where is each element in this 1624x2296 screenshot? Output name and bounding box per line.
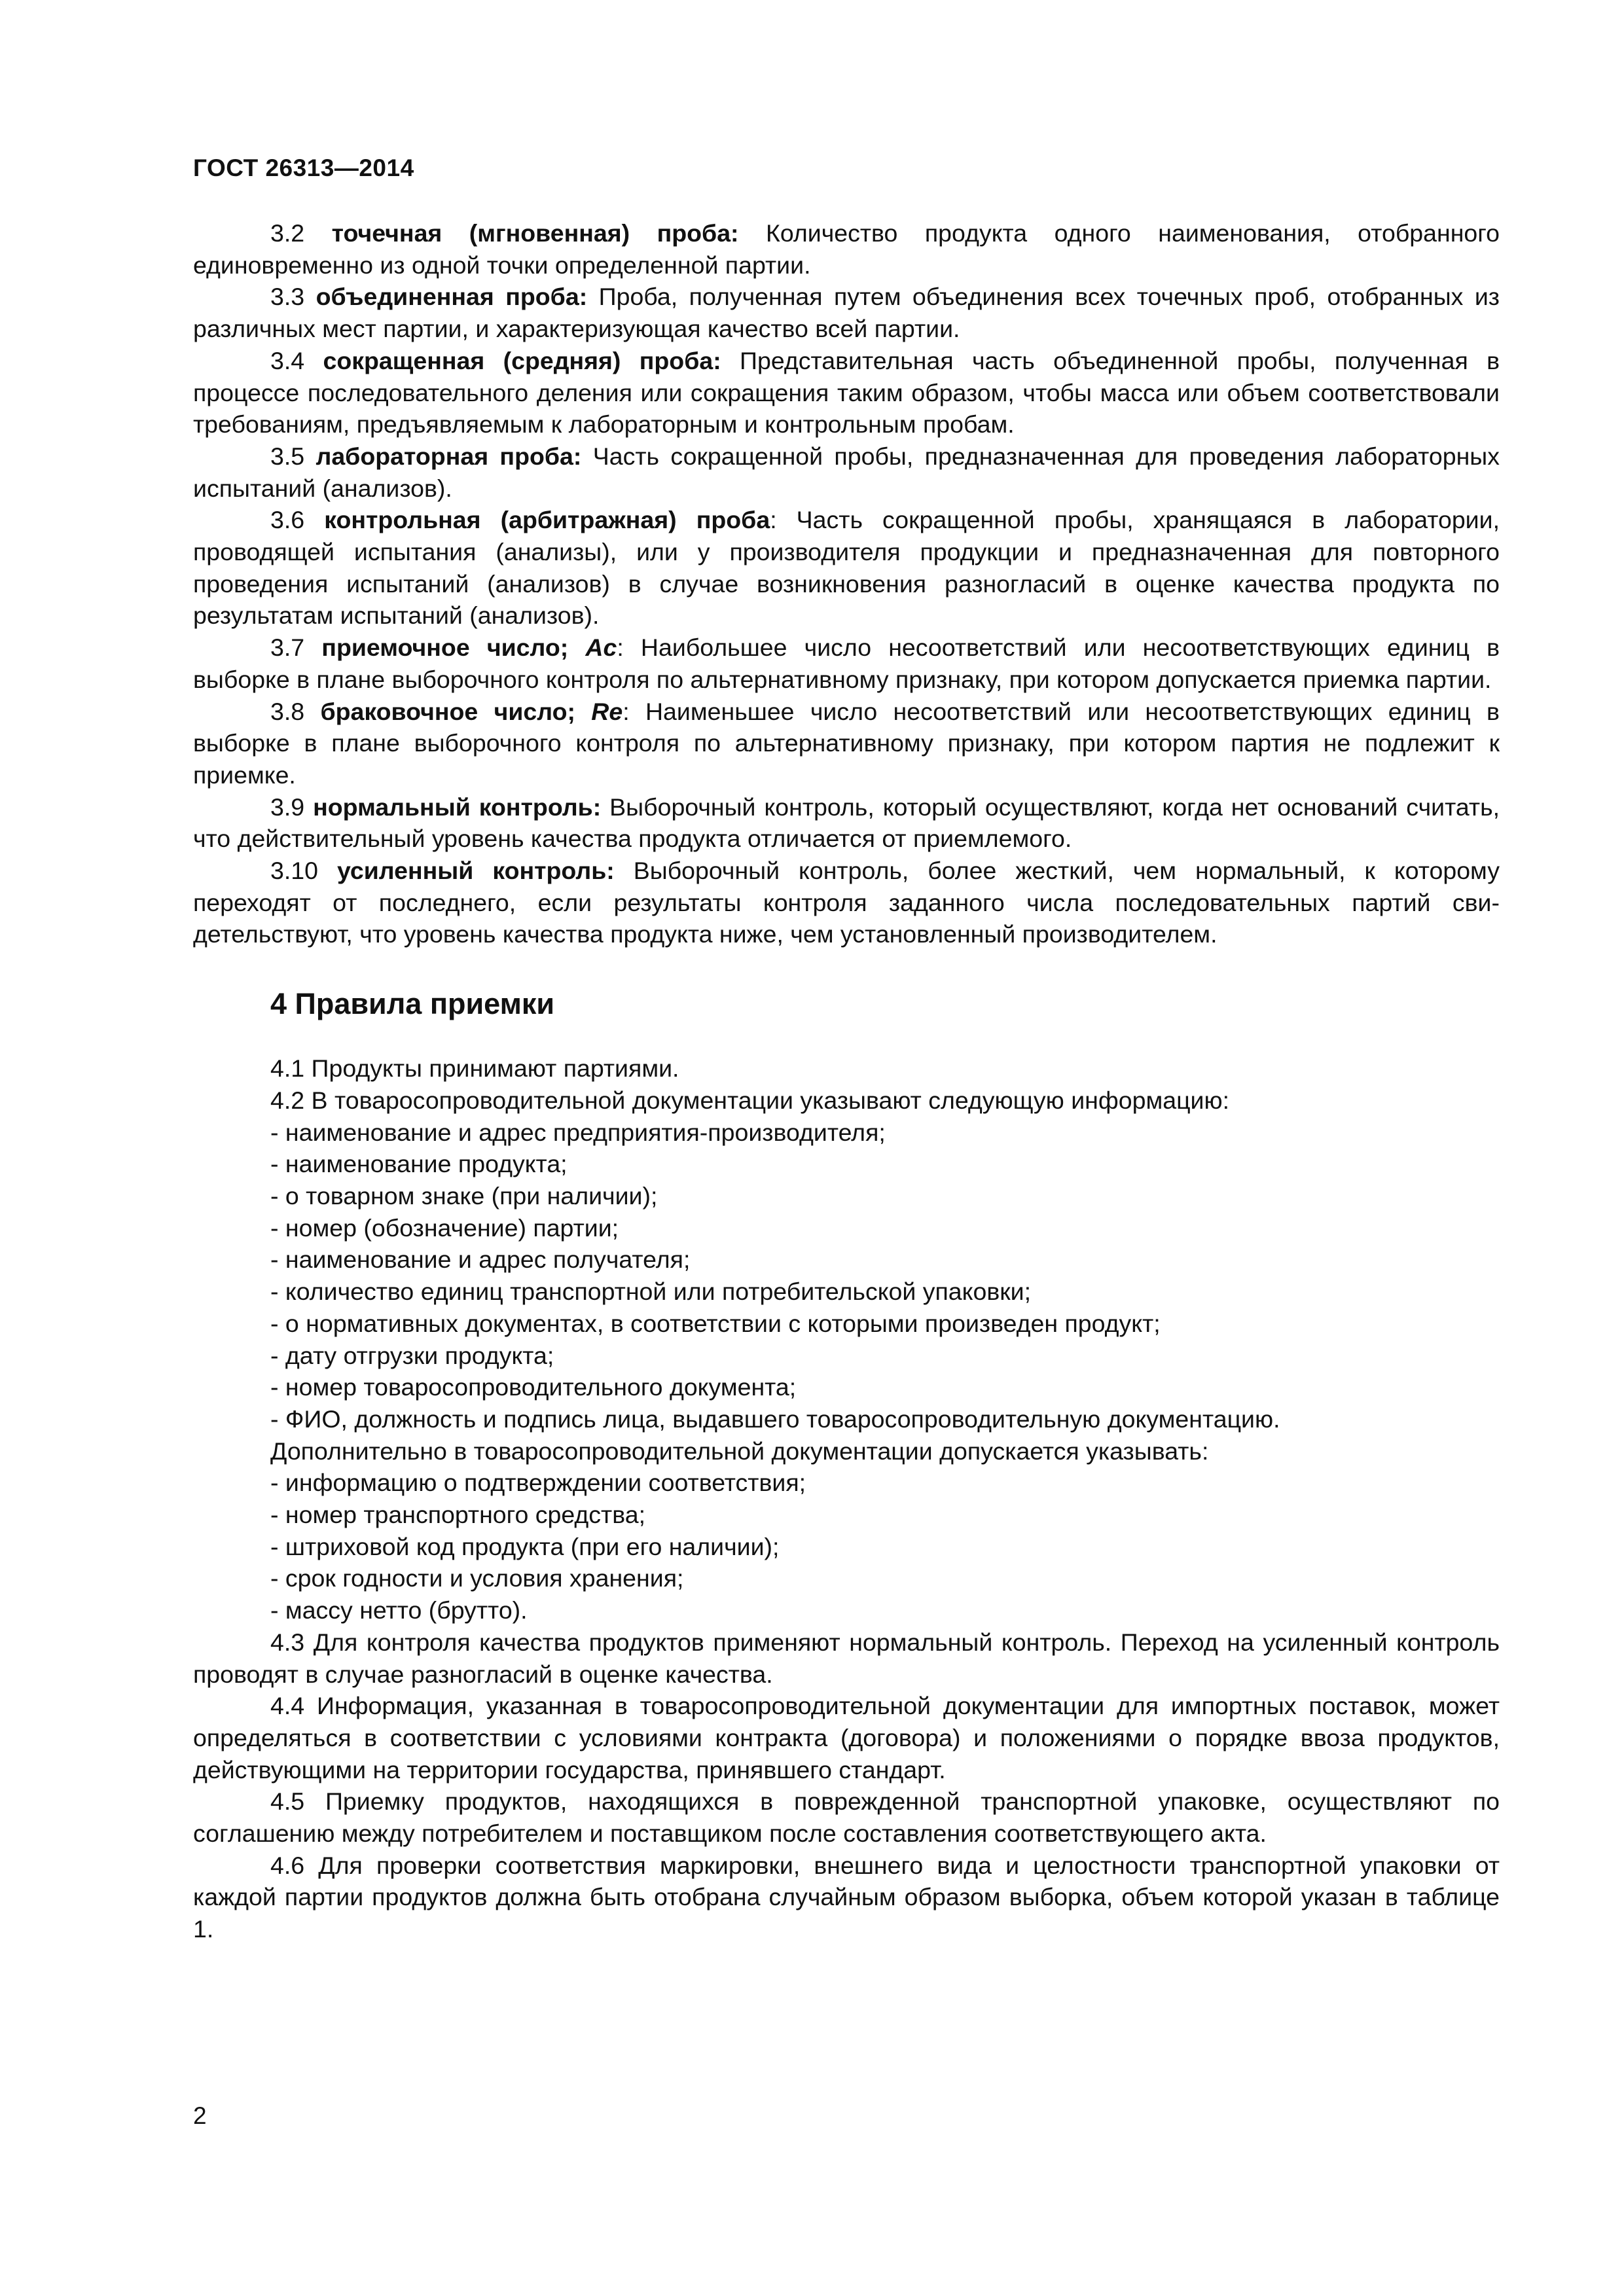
page-number: 2	[193, 2102, 207, 2129]
term-name: объединенная проба:	[316, 283, 588, 311]
required-info-list	[193, 1117, 1500, 1435]
term-definition: : Часть сокращенной пробы, хранящаяся в лаборатории, проводящей испытания (анализы), или у производителя продукции и предназначенная для повторного проведения испытаний (анализов) в случае возникновения разногласий в оценке качества продукта по результатам испытаний (анализов).	[193, 506, 1500, 630]
term-number: 3.7	[270, 634, 305, 662]
term-3-4	[193, 345, 1500, 440]
list-item: - наименование продукта;	[270, 1150, 568, 1178]
term-name: браковочное число;	[320, 697, 575, 725]
term-definition: Количество продукта одного наименования, отобранного единовременно из одной точки определенной партии.	[193, 219, 1500, 279]
standard-designation: ГОСТ 26313—2014	[193, 154, 414, 181]
term-name: контрольная (арбитражная) проба	[324, 506, 770, 534]
term-3-7	[193, 632, 1500, 695]
term-definition: : Наибольшее число несоответствий или несоответствующих единиц в выборке в плане выборочного контроля по альтернативному признаку, при котором допускается приемка партии.	[193, 634, 1500, 693]
term-3-6	[193, 504, 1500, 632]
list-item: - штриховой код продукта (при его наличии);	[270, 1532, 780, 1560]
term-symbol: Ac	[585, 634, 617, 662]
term-3-8	[193, 696, 1500, 791]
list-item: - номер товаросопроводительного документа;	[270, 1373, 797, 1401]
term-definition: Выборочный контроль, который осуществляют, когда нет оснований считать, что действительный уровень качества продукта отличается от приемлемого.	[193, 793, 1500, 853]
optional-info-intro: Дополнительно в товаросопроводительной документации допускается указывать:	[270, 1437, 1209, 1465]
list-item: - номер (обозначение) партии;	[270, 1213, 619, 1242]
clause-4-2: 4.2 В товаросопроводительной документации указывают следующую информацию:	[270, 1086, 1230, 1114]
term-number: 3.4	[270, 346, 305, 374]
term-number: 3.6	[270, 506, 305, 534]
section-heading: 4 Правила приемки	[270, 987, 555, 1021]
term-number: 3.3	[270, 283, 305, 311]
term-number: 3.10	[270, 857, 318, 885]
term-name: лабораторная проба:	[316, 442, 582, 470]
term-name: приемочное число;	[321, 634, 569, 662]
term-definition: : Наименьшее число несоответствий или несоответствующих единиц в выборке в плане выборочного контроля по альтернативному признаку, при котором партия не подлежит к приемке.	[193, 697, 1500, 789]
list-item: - о товарном знаке (при наличии);	[270, 1181, 658, 1210]
list-item: - массу нетто (брутто).	[270, 1596, 528, 1624]
term-3-5	[193, 440, 1500, 504]
clause-4-4: 4.4 Информация, указанная в товаросопроводительной документации для импортных поставок, может определяться в соответствии с условиями контракта (договора) и положениями о порядке ввоза продуктов, действующими на территории государства, принявшего стандарт.	[193, 1692, 1500, 1784]
term-3-3	[193, 281, 1500, 344]
term-name: нормальный контроль:	[313, 793, 602, 821]
clause-4-1: 4.1 Продукты принимают партиями.	[270, 1054, 679, 1083]
document-body	[193, 217, 1500, 1945]
term-number: 3.8	[270, 697, 305, 725]
term-number: 3.5	[270, 442, 305, 470]
clause-4-5: 4.5 Приемку продуктов, находящихся в поврежденной транспортной упаковке, осуществляют по соглашению между потребителем и поставщиком после составления соответствующего акта.	[193, 1787, 1500, 1848]
term-3-10	[193, 855, 1500, 950]
list-item: - номер транспортного средства;	[270, 1501, 646, 1529]
term-3-2	[193, 217, 1500, 281]
term-definition: Проба, полученная путем объединения всех точечных проб, отобранных из различных мест партии, и характеризующая качество всей партии.	[193, 283, 1500, 343]
list-item: - дату отгрузки продукта;	[270, 1341, 554, 1369]
list-item: - наименование и адрес получателя;	[270, 1246, 691, 1274]
clause-4-6: 4.6 Для проверки соответствия маркировки, внешнего вида и целостности транспортной упаковки от каждой партии продуктов должна быть отобрана случайным образом выборка, объем которой указан в таблице 1.	[193, 1851, 1500, 1943]
optional-info-list	[193, 1467, 1500, 1626]
term-definition: Часть сокращенной пробы, предназначенная для проведения лабораторных испытаний (анализов).	[193, 442, 1500, 502]
list-item: - о нормативных документах, в соответствии с которыми произведен продукт;	[270, 1309, 1161, 1337]
list-item: - ФИО, должность и подпись лица, выдавшего товаросопроводительную документацию.	[270, 1405, 1280, 1433]
term-3-9	[193, 791, 1500, 855]
term-name: точечная (мгновенная) проба:	[331, 219, 739, 247]
list-item: - информацию о подтверждении соответствия;	[270, 1469, 806, 1497]
term-number: 3.2	[270, 219, 305, 247]
list-item: - наименование и адрес предприятия-производителя;	[270, 1118, 886, 1146]
term-number: 3.9	[270, 793, 305, 821]
term-name: сокращенная (средняя) проба:	[323, 346, 721, 374]
term-definition: Выборочный контроль, более жесткий, чем нормальный, к которому переходят от последнего, если результаты контроля заданного числа последовательных партий свидетельствуют, что уровень качества продукта ниже, чем установленный производителем.	[193, 857, 1500, 948]
term-name: усиленный контроль:	[336, 857, 615, 885]
term-symbol: Re	[591, 697, 623, 725]
list-item: - срок годности и условия хранения;	[270, 1564, 684, 1592]
clause-4-3: 4.3 Для контроля качества продуктов применяют нормальный контроль. Переход на усиленный контроль проводят в случае разногласий в оценке качества.	[193, 1628, 1500, 1688]
list-item: - количество единиц транспортной или потребительской упаковки;	[270, 1278, 1032, 1306]
term-definition: Представительная часть объединенной пробы, полученная в процессе последовательного деления или сокращения таким образом, чтобы масса или объем соответствовали требованиям, предъявляемым к лабораторным и контрольным пробам.	[193, 346, 1500, 439]
